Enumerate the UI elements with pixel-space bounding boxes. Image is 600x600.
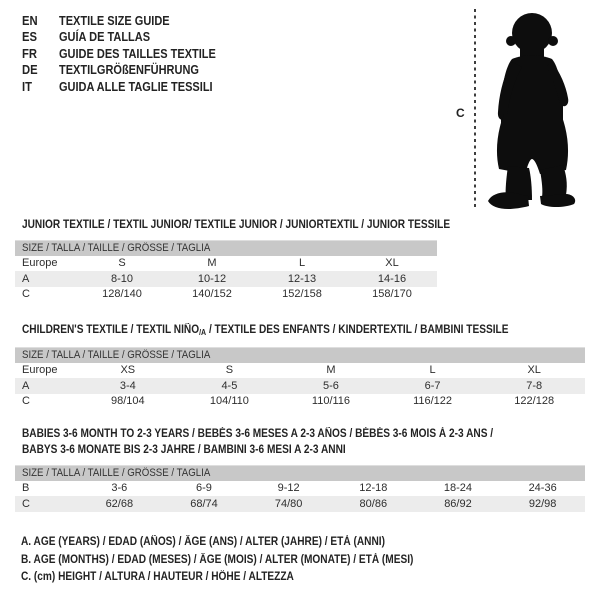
size-cell: L	[429, 364, 436, 377]
height-cell: 80/86	[331, 496, 416, 512]
age-cell: 4-5	[179, 378, 281, 394]
height-measure-label: C	[456, 106, 465, 120]
row-label: Europe	[22, 257, 58, 270]
language-row-fr	[22, 46, 237, 62]
language-title: GUIDE DES TAILLES TEXTILE	[59, 46, 216, 61]
language-row-de	[22, 62, 237, 78]
height-cell: 92/98	[500, 496, 585, 512]
table-row-age-months	[15, 481, 585, 497]
footnote-age-years: A. AGE (YEARS) / EDAD (AÑOS) / ÂGE (ANS) / ALTER (JAHRE) / ETÀ (ANNI)	[21, 536, 385, 548]
age-cell: 5-6	[280, 378, 382, 394]
height-cell: 152/158	[282, 288, 322, 301]
junior-size-table	[15, 240, 437, 302]
height-cell: 98/104	[110, 395, 145, 408]
size-header-label: SIZE / TALLA / TAILLE / GRÖSSE / TAGLIA	[22, 467, 211, 480]
table-row-europe	[15, 363, 585, 379]
row-label: B	[22, 482, 30, 495]
table-row-height	[15, 287, 437, 303]
age-cell: 7-8	[483, 378, 585, 394]
language-title-list	[22, 13, 237, 95]
legend-footnotes	[21, 534, 467, 587]
size-cell: M	[326, 364, 336, 377]
language-row-es	[22, 29, 237, 45]
table-row-height	[15, 496, 585, 512]
table-row-height	[15, 394, 585, 410]
age-cell: 6-9	[196, 482, 212, 495]
age-cell: 12-18	[359, 482, 388, 495]
height-cell: 68/74	[162, 496, 247, 512]
age-cell: 14-16	[347, 271, 437, 287]
row-label: Europe	[22, 364, 58, 377]
language-code: IT	[22, 79, 32, 94]
language-title: GUÍA DE TALLAS	[59, 30, 151, 45]
height-measure-dashed-line	[474, 9, 476, 207]
row-label: C	[15, 496, 77, 512]
height-cell: 116/122	[413, 395, 453, 408]
size-cell: S	[225, 364, 234, 377]
age-cell: 3-6	[111, 482, 128, 495]
size-header-row	[15, 466, 585, 481]
size-header-row	[15, 348, 585, 363]
row-label: C	[22, 288, 30, 301]
age-cell: 10-12	[167, 271, 257, 287]
table-row-europe	[15, 256, 437, 272]
size-cell: L	[298, 257, 306, 270]
row-label: C	[22, 395, 30, 408]
language-code: FR	[22, 46, 38, 61]
footnote-age-months: B. AGE (MONTHS) / EDAD (MESES) / ÂGE (MOIS) / ALTER (MONATE) / ETÀ (MESI)	[21, 553, 414, 566]
language-title: GUIDA ALLE TAGLIE TESSILI	[59, 79, 213, 94]
junior-table-title: JUNIOR TEXTILE / TEXTIL JUNIOR/ TEXTILE JUNIOR / JUNIORTEXTIL / JUNIOR TESSILE	[22, 219, 451, 231]
size-cell: XS	[120, 364, 136, 377]
height-cell: 110/116	[311, 395, 351, 408]
age-cell: 6-7	[382, 378, 484, 394]
age-cell: 18-24	[443, 482, 473, 495]
language-title: TEXTILE SIZE GUIDE	[59, 14, 170, 28]
toddler-silhouette-icon	[482, 4, 582, 209]
language-code: DE	[22, 63, 38, 78]
height-cell: 128/140	[102, 288, 142, 301]
row-label: A	[15, 378, 77, 394]
height-cell: 74/80	[246, 496, 331, 512]
age-cell: 24-36	[528, 482, 557, 495]
babies-size-table	[15, 465, 585, 512]
height-cell: 122/128	[514, 395, 555, 408]
height-cell: 62/68	[77, 496, 162, 512]
table-row-age	[15, 378, 585, 394]
height-cell: 140/152	[192, 288, 232, 301]
size-header-label: SIZE / TALLA / TAILLE / GRÖSSE / TAGLIA	[22, 349, 211, 362]
footnote-height-cm: C. (cm) HEIGHT / ALTURA / HAUTEUR / HÖHE / ALTEZZA	[21, 571, 294, 584]
language-code: ES	[22, 30, 38, 45]
table-row-age	[15, 271, 437, 287]
row-label: A	[15, 271, 77, 287]
language-code: EN	[22, 14, 38, 28]
nino-a-subscript: /A	[199, 328, 207, 337]
language-title: TEXTILGRÖßENFÜHRUNG	[59, 63, 199, 78]
children-size-table	[15, 347, 585, 409]
size-header-row	[15, 241, 437, 256]
age-cell: 9-12	[277, 482, 300, 495]
size-cell: XL	[385, 257, 399, 270]
size-cell: M	[207, 257, 217, 270]
age-cell: 12-13	[257, 271, 347, 287]
language-row-en	[22, 13, 237, 29]
height-cell: 158/170	[372, 288, 412, 301]
language-row-it	[22, 79, 237, 95]
children-table-title: CHILDREN'S TEXTILE / TEXTIL NIÑO/A / TEXTILE DES ENFANTS / KINDERTEXTIL / BAMBINI TESSILE	[22, 324, 509, 337]
age-cell: 8-10	[77, 271, 167, 287]
height-cell: 86/92	[416, 496, 501, 512]
height-cell: 104/110	[209, 395, 249, 408]
size-cell: S	[118, 257, 126, 270]
size-header-label: SIZE / TALLA / TAILLE / GRÖSSE / TAGLIA	[22, 242, 211, 255]
age-cell: 3-4	[77, 378, 179, 394]
size-cell: XL	[527, 364, 541, 377]
babies-table-title: BABIES 3-6 MONTH TO 2-3 YEARS / BEBÉS 3-6 MESES A 2-3 AÑOS / BÉBÉS 3-6 MOIS À 2-3 ANS / BABYS 3-6 MONATE BIS 2-3 JAHRE / BAMBINI 3-6 MESI A 2-3 ANNI	[22, 428, 494, 456]
